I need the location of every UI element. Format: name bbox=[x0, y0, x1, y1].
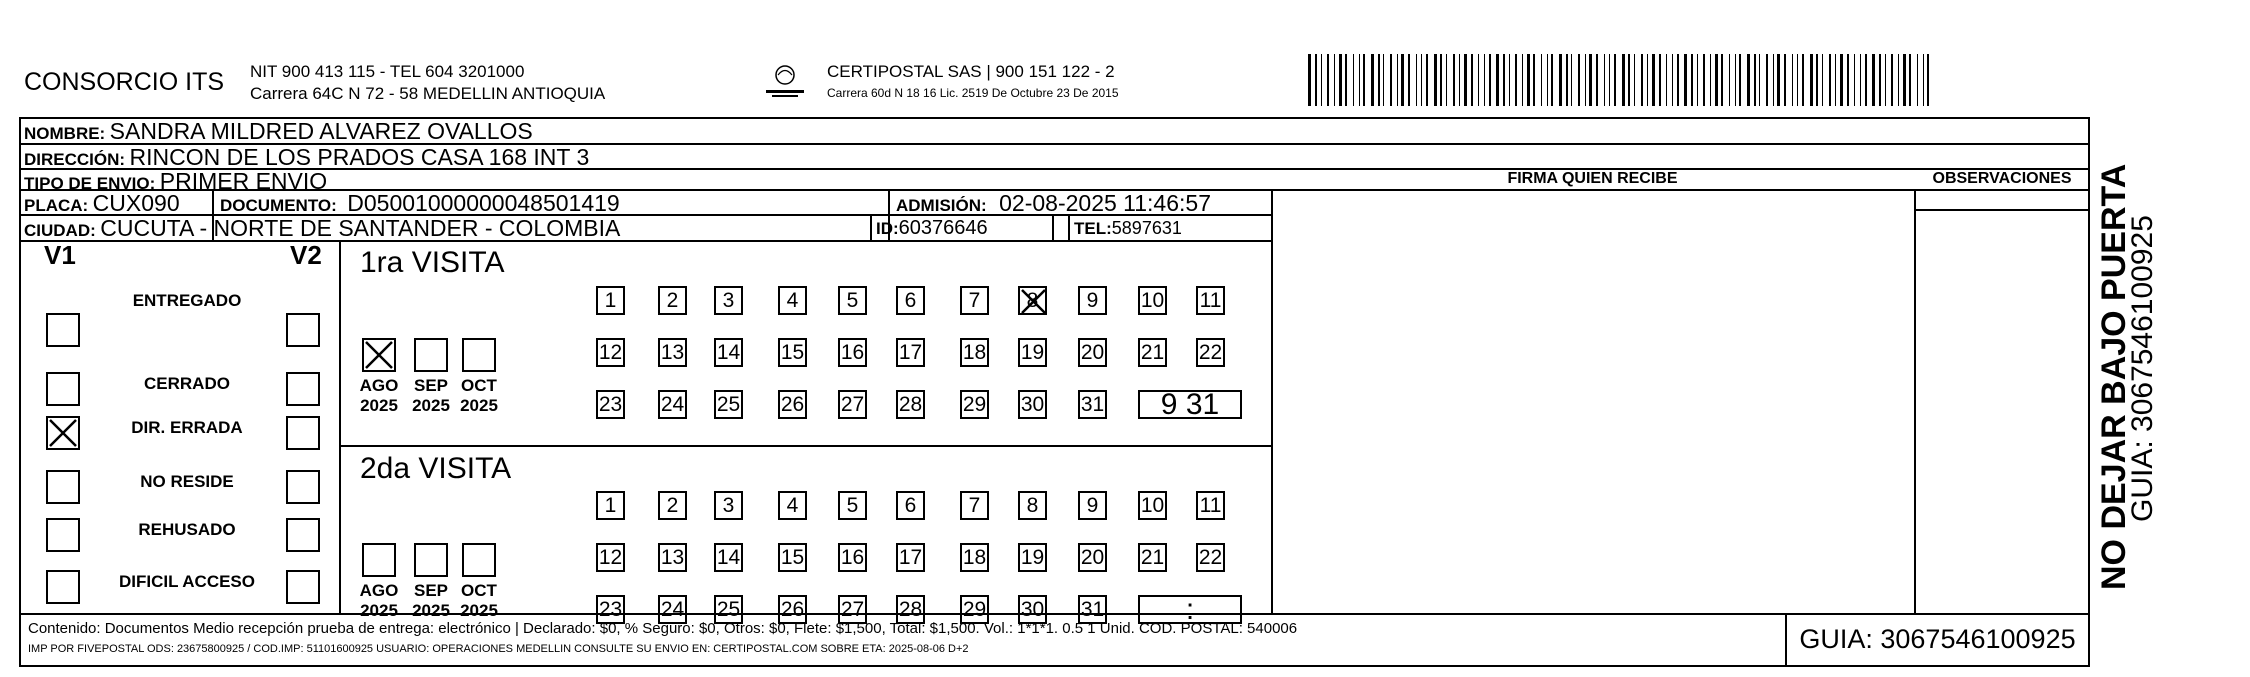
barcode-bar bbox=[1397, 54, 1398, 106]
visit2-day-box[interactable]: 21 bbox=[1138, 543, 1167, 572]
visit2-day-box[interactable]: 11 bbox=[1196, 491, 1225, 520]
barcode-bar bbox=[1515, 54, 1517, 106]
visit2-day-box[interactable]: 5 bbox=[838, 491, 867, 520]
v2-checkbox[interactable] bbox=[286, 416, 320, 450]
barcode-bar bbox=[1672, 54, 1673, 106]
visit1-day-box[interactable]: 22 bbox=[1196, 338, 1225, 367]
company-address: Carrera 64C N 72 - 58 MEDELLIN ANTIOQUIA bbox=[250, 84, 606, 103]
company-nit: NIT 900 413 115 - TEL 604 3201000 bbox=[250, 62, 525, 81]
barcode-bar bbox=[1622, 54, 1625, 106]
carrier-name: CERTIPOSTAL SAS | 900 151 122 - 2 bbox=[827, 62, 1115, 81]
v2-checkbox[interactable] bbox=[286, 313, 320, 347]
visit1-day-box[interactable]: 26 bbox=[778, 390, 807, 419]
nombre-value: SANDRA MILDRED ALVAREZ OVALLOS bbox=[109, 118, 533, 144]
visit1-day-box[interactable]: 5 bbox=[838, 286, 867, 315]
visit1-day-box[interactable]: 1 bbox=[596, 286, 625, 315]
visit1-day-box[interactable]: 9 bbox=[1078, 286, 1107, 315]
visit1-day-box[interactable]: 30 bbox=[1018, 390, 1047, 419]
id-value: 60376646 bbox=[898, 217, 988, 239]
visit2-day-box[interactable]: 12 bbox=[596, 543, 625, 572]
v1-checkbox[interactable] bbox=[46, 570, 80, 604]
visit2-month-checkbox[interactable] bbox=[462, 543, 496, 577]
barcode-bar bbox=[1659, 54, 1661, 106]
visit2-day-box[interactable]: 6 bbox=[896, 491, 925, 520]
barcode-bar bbox=[1609, 54, 1610, 106]
visit2-day-box[interactable]: 27 bbox=[838, 595, 867, 624]
barcode-bar bbox=[1585, 54, 1586, 106]
v2-checkbox[interactable] bbox=[286, 470, 320, 504]
direccion-label: DIRECCIÓN: bbox=[24, 150, 126, 169]
visit1-day-box[interactable]: 8 bbox=[1018, 286, 1047, 315]
barcode-bar bbox=[1339, 54, 1342, 106]
barcode-bar bbox=[1891, 54, 1893, 106]
barcode-bar bbox=[1471, 54, 1473, 106]
visit1-day-box[interactable]: 4 bbox=[778, 286, 807, 315]
visit2-month-checkbox[interactable] bbox=[362, 543, 396, 577]
v1-check-mark bbox=[48, 418, 78, 448]
company-name: CONSORCIO ITS bbox=[24, 68, 225, 96]
barcode-bar bbox=[1647, 54, 1648, 106]
barcode-bar bbox=[1766, 54, 1768, 106]
v2-checkbox[interactable] bbox=[286, 372, 320, 406]
barcode-bar bbox=[1747, 54, 1750, 106]
barcode-bar bbox=[1453, 54, 1455, 106]
visit2-day-box[interactable]: 23 bbox=[596, 595, 625, 624]
barcode-bar bbox=[1860, 54, 1861, 106]
barcode-bar bbox=[1596, 54, 1598, 106]
status-label: NO RESIDE bbox=[140, 472, 234, 491]
barcode-bar bbox=[1802, 54, 1804, 106]
visit2-day-box[interactable]: 7 bbox=[960, 491, 989, 520]
barcode-bar bbox=[1797, 54, 1798, 106]
visit1-day-box[interactable]: 11 bbox=[1196, 286, 1225, 315]
visit1-day-box[interactable]: 25 bbox=[714, 390, 743, 419]
footer-guia: GUIA: 3067546100925 bbox=[1799, 624, 2076, 654]
status-label: DIFICIL ACCESO bbox=[118, 572, 255, 591]
barcode-bar bbox=[1308, 54, 1311, 106]
certipostal-logo bbox=[760, 60, 810, 100]
barcode-bar bbox=[1566, 54, 1568, 106]
barcode-bar bbox=[1872, 54, 1875, 106]
visit1-day-box[interactable]: 10 bbox=[1138, 286, 1167, 315]
barcode-bar bbox=[1652, 54, 1655, 106]
barcode-bar bbox=[1721, 54, 1723, 106]
barcode-bar bbox=[1416, 54, 1417, 106]
visit2-day-box[interactable]: 20 bbox=[1078, 543, 1107, 572]
v2-label: V2 bbox=[290, 240, 322, 270]
visit2-day-box[interactable]: 28 bbox=[896, 595, 925, 624]
visit2-day-box[interactable]: 3 bbox=[714, 491, 743, 520]
visit2-day-box[interactable]: 10 bbox=[1138, 491, 1167, 520]
barcode-bar bbox=[1729, 54, 1730, 106]
barcode-bar bbox=[1927, 54, 1929, 106]
visit2-day-box[interactable]: 30 bbox=[1018, 595, 1047, 624]
barcode-bar bbox=[1614, 54, 1616, 106]
placa-cell bbox=[24, 190, 180, 217]
visit2-day-box[interactable]: 22 bbox=[1196, 543, 1225, 572]
visit1-day-box[interactable]: 21 bbox=[1138, 338, 1167, 367]
barcode-bar bbox=[1440, 54, 1442, 106]
barcode-bar bbox=[1903, 54, 1906, 106]
barcode-bar bbox=[1503, 54, 1505, 106]
visit1-day-box[interactable]: 19 bbox=[1018, 338, 1047, 367]
barcode-bar bbox=[1847, 54, 1849, 106]
barcode-bar bbox=[1578, 54, 1580, 106]
visit1-day-box[interactable]: 2 bbox=[658, 286, 687, 315]
barcode-bar bbox=[1684, 54, 1687, 106]
visit1-day-box[interactable]: 7 bbox=[960, 286, 989, 315]
barcode-bar bbox=[1641, 54, 1643, 106]
visit2-day-box[interactable]: 25 bbox=[714, 595, 743, 624]
visit1-day-box[interactable]: 27 bbox=[838, 390, 867, 419]
barcode-bar bbox=[1489, 54, 1491, 106]
visit1-month-checkbox[interactable] bbox=[462, 338, 496, 372]
v1-checkbox[interactable] bbox=[46, 313, 80, 347]
barcode-bar bbox=[1666, 54, 1667, 106]
status-label: DIR. ERRADA bbox=[131, 418, 243, 437]
visit2-day-box[interactable]: 4 bbox=[778, 491, 807, 520]
side-warning: NO DEJAR BAJO PUERTA bbox=[2095, 163, 2133, 590]
visit1-day-box[interactable]: 13 bbox=[658, 338, 687, 367]
barcode-bar bbox=[1541, 54, 1542, 106]
id-label: ID: bbox=[876, 219, 899, 238]
barcode-bar bbox=[1551, 54, 1553, 106]
v1-label: V1 bbox=[44, 240, 76, 270]
visit2-day-box[interactable]: 24 bbox=[658, 595, 687, 624]
barcode-bar bbox=[1777, 54, 1780, 106]
barcode-bar bbox=[1923, 54, 1924, 106]
barcode-bar bbox=[1710, 54, 1711, 106]
visit2-day-box[interactable]: 1 bbox=[596, 491, 625, 520]
barcode-bar bbox=[1363, 54, 1365, 106]
barcode bbox=[1308, 54, 1935, 106]
barcode-bar bbox=[1784, 54, 1786, 106]
barcode-bar bbox=[1359, 54, 1360, 106]
barcode-bar bbox=[1759, 54, 1760, 106]
barcode-bar bbox=[1408, 54, 1410, 106]
v1-checkbox[interactable] bbox=[46, 470, 80, 504]
barcode-bar bbox=[1840, 54, 1843, 106]
barcode-bar bbox=[1697, 54, 1698, 106]
barcode-bar bbox=[1459, 54, 1460, 106]
visit2-day-box[interactable]: 9 bbox=[1078, 491, 1107, 520]
barcode-bar bbox=[1739, 54, 1741, 106]
visit2-month-label: SEP 2025 bbox=[412, 581, 450, 620]
barcode-bar bbox=[1522, 54, 1523, 106]
barcode-bar bbox=[1715, 54, 1718, 106]
barcode-bar bbox=[1816, 54, 1818, 106]
visit1-month-label: SEP 2025 bbox=[412, 376, 450, 415]
barcode-bar bbox=[1835, 54, 1836, 106]
v2-checkbox[interactable] bbox=[286, 518, 320, 552]
barcode-bar bbox=[1735, 54, 1736, 106]
barcode-bar bbox=[1559, 54, 1562, 106]
barcode-bar bbox=[1691, 54, 1693, 106]
visit1-day-box[interactable]: 18 bbox=[960, 338, 989, 367]
visit2-day-box[interactable]: 8 bbox=[1018, 491, 1047, 520]
observaciones-label: OBSERVACIONES bbox=[1932, 170, 2072, 187]
barcode-bar bbox=[1547, 54, 1548, 106]
tel-value: 5897631 bbox=[1111, 218, 1182, 238]
documento-label: DOCUMENTO: bbox=[220, 196, 337, 215]
placa-value: CUX090 bbox=[92, 190, 180, 216]
barcode-bar bbox=[1478, 54, 1479, 106]
barcode-bar bbox=[1383, 54, 1384, 106]
v2-checkbox[interactable] bbox=[286, 570, 320, 604]
barcode-bar bbox=[1327, 54, 1329, 106]
v1-checkbox[interactable] bbox=[46, 518, 80, 552]
visit2-day-box[interactable]: 13 bbox=[658, 543, 687, 572]
barcode-bar bbox=[1792, 54, 1793, 106]
barcode-bar bbox=[1353, 54, 1354, 106]
barcode-bar bbox=[1854, 54, 1855, 106]
barcode-bar bbox=[1378, 54, 1380, 106]
visit1-month-label: AGO 2025 bbox=[359, 376, 399, 415]
admision-label: ADMISIÓN: bbox=[896, 196, 987, 215]
tipo-envio-value: PRIMER ENVIO bbox=[159, 168, 328, 194]
barcode-bar bbox=[1345, 54, 1347, 106]
ciudad-cell bbox=[24, 215, 620, 242]
visit1-day-box[interactable]: 28 bbox=[896, 390, 925, 419]
status-label: REHUSADO bbox=[138, 520, 236, 539]
status-label: ENTREGADO bbox=[132, 291, 242, 310]
visit2-day-box[interactable]: 31 bbox=[1078, 595, 1107, 624]
id-cell bbox=[876, 217, 988, 240]
barcode-bar bbox=[1822, 54, 1823, 106]
barcode-bar bbox=[1879, 54, 1881, 106]
barcode-bar bbox=[1604, 54, 1605, 106]
barcode-bar bbox=[1426, 54, 1428, 106]
visit1-day-box[interactable]: 16 bbox=[838, 338, 867, 367]
barcode-bar bbox=[1865, 54, 1867, 106]
barcode-bar bbox=[1446, 54, 1447, 106]
barcode-bar bbox=[1371, 54, 1374, 106]
barcode-bar bbox=[1829, 54, 1831, 106]
tel-cell bbox=[1074, 218, 1182, 239]
visit1-day-box[interactable]: 23 bbox=[596, 390, 625, 419]
ciudad-label: CIUDAD: bbox=[24, 221, 96, 240]
barcode-bar bbox=[1677, 54, 1679, 106]
visit2-title: 2da VISITA bbox=[360, 452, 512, 485]
visit1-day-box[interactable]: 29 bbox=[960, 390, 989, 419]
carrier-address: Carrera 60d N 18 16 Lic. 2519 De Octubre 23 De 2015 bbox=[827, 86, 1119, 100]
visit1-month-label: OCT 2025 bbox=[460, 376, 498, 415]
visit2-month-label: AGO 2025 bbox=[359, 581, 399, 620]
barcode-bar bbox=[1589, 54, 1592, 106]
visit2-month-checkbox[interactable] bbox=[414, 543, 448, 577]
barcode-bar bbox=[1533, 54, 1535, 106]
status-label: CERRADO bbox=[144, 374, 230, 393]
barcode-bar bbox=[1754, 54, 1756, 106]
visit1-day-box[interactable]: 12 bbox=[596, 338, 625, 367]
visit2-time-box[interactable]: : bbox=[1138, 595, 1242, 624]
visit1-time-box[interactable]: 9 31 bbox=[1138, 390, 1242, 419]
side-guia: GUIA: 3067546100925 bbox=[2126, 215, 2159, 522]
documento-cell bbox=[220, 190, 620, 217]
barcode-bar bbox=[1703, 54, 1705, 106]
visit1-day-box[interactable]: 31 bbox=[1078, 390, 1107, 419]
v1-checkbox[interactable] bbox=[46, 372, 80, 406]
visit2-day-box[interactable]: 18 bbox=[960, 543, 989, 572]
visit1-day-box[interactable]: 3 bbox=[714, 286, 743, 315]
visit1-month-check-mark bbox=[364, 340, 394, 370]
ciudad-value: CUCUTA - NORTE DE SANTANDER - COLOMBIA bbox=[100, 215, 621, 241]
barcode-bar bbox=[1628, 54, 1630, 106]
barcode-bar bbox=[1527, 54, 1530, 106]
barcode-bar bbox=[1484, 54, 1485, 106]
documento-value: D05001000000048501419 bbox=[347, 190, 620, 216]
visit1-day-box[interactable]: 6 bbox=[896, 286, 925, 315]
visit2-day-box[interactable]: 26 bbox=[778, 595, 807, 624]
visit2-day-box[interactable]: 14 bbox=[714, 543, 743, 572]
barcode-bar bbox=[1321, 54, 1322, 106]
barcode-bar bbox=[1917, 54, 1918, 106]
barcode-bar bbox=[1421, 54, 1422, 106]
nombre-row bbox=[24, 118, 533, 145]
barcode-bar bbox=[1401, 54, 1404, 106]
tel-label: TEL: bbox=[1074, 219, 1112, 238]
visit2-day-box[interactable]: 17 bbox=[896, 543, 925, 572]
visit1-title: 1ra VISITA bbox=[360, 246, 505, 279]
tipo-envio-label: TIPO DE ENVIO: bbox=[24, 174, 156, 193]
barcode-bar bbox=[1571, 54, 1572, 106]
barcode-bar bbox=[1898, 54, 1899, 106]
direccion-row bbox=[24, 144, 589, 171]
visit2-month-label: OCT 2025 bbox=[460, 581, 498, 620]
visit2-day-box[interactable]: 19 bbox=[1018, 543, 1047, 572]
visit2-day-box[interactable]: 16 bbox=[838, 543, 867, 572]
barcode-bar bbox=[1909, 54, 1911, 106]
visit1-day-box[interactable]: 17 bbox=[896, 338, 925, 367]
barcode-bar bbox=[1434, 54, 1437, 106]
barcode-bar bbox=[1810, 54, 1813, 106]
barcode-bar bbox=[1390, 54, 1392, 106]
barcode-bar bbox=[1464, 54, 1467, 106]
nombre-label: NOMBRE: bbox=[24, 124, 106, 143]
visit1-day-box[interactable]: 24 bbox=[658, 390, 687, 419]
footer-content: Contenido: Documentos Medio recepción prueba de entrega: electrónico | Declarado: $0, % Seguro: $0, Otros: $0, Flete: $1,500, Total: $1,500. Vol.: 1*1*1. 0.5 1 Unid. COD. POSTAL: 540006 bbox=[28, 620, 1298, 637]
barcode-bar bbox=[1773, 54, 1774, 106]
admision-cell bbox=[896, 190, 1211, 217]
visit1-month-checkbox[interactable] bbox=[414, 338, 448, 372]
visit2-day-box[interactable]: 2 bbox=[658, 491, 687, 520]
barcode-bar bbox=[1315, 54, 1317, 106]
visit1-day-box[interactable]: 20 bbox=[1078, 338, 1107, 367]
visit1-day-check-mark bbox=[1020, 288, 1047, 315]
visit2-day-box[interactable]: 15 bbox=[778, 543, 807, 572]
visit1-day-box[interactable]: 14 bbox=[714, 338, 743, 367]
visit1-day-box[interactable]: 15 bbox=[778, 338, 807, 367]
barcode-bar bbox=[1496, 54, 1499, 106]
direccion-value: RINCON DE LOS PRADOS CASA 168 INT 3 bbox=[129, 144, 590, 170]
barcode-bar bbox=[1885, 54, 1886, 106]
firma-label: FIRMA QUIEN RECIBE bbox=[1507, 170, 1678, 187]
placa-label: PLACA: bbox=[24, 196, 89, 215]
barcode-bar bbox=[1509, 54, 1510, 106]
barcode-bar bbox=[1334, 54, 1335, 106]
footer-print-info: IMP POR FIVEPOSTAL ODS: 23675800925 / COD.IMP: 51101600925 USUARIO: OPERACIONES MEDELLIN CONSULTE SU ENVIO EN: CERTIPOSTAL.COM SOBRE ETA: 2025-08-06 D+2 bbox=[28, 643, 969, 655]
visit2-day-box[interactable]: 29 bbox=[960, 595, 989, 624]
barcode-bar bbox=[1634, 54, 1635, 106]
admision-value: 02-08-2025 11:46:57 bbox=[999, 190, 1211, 216]
